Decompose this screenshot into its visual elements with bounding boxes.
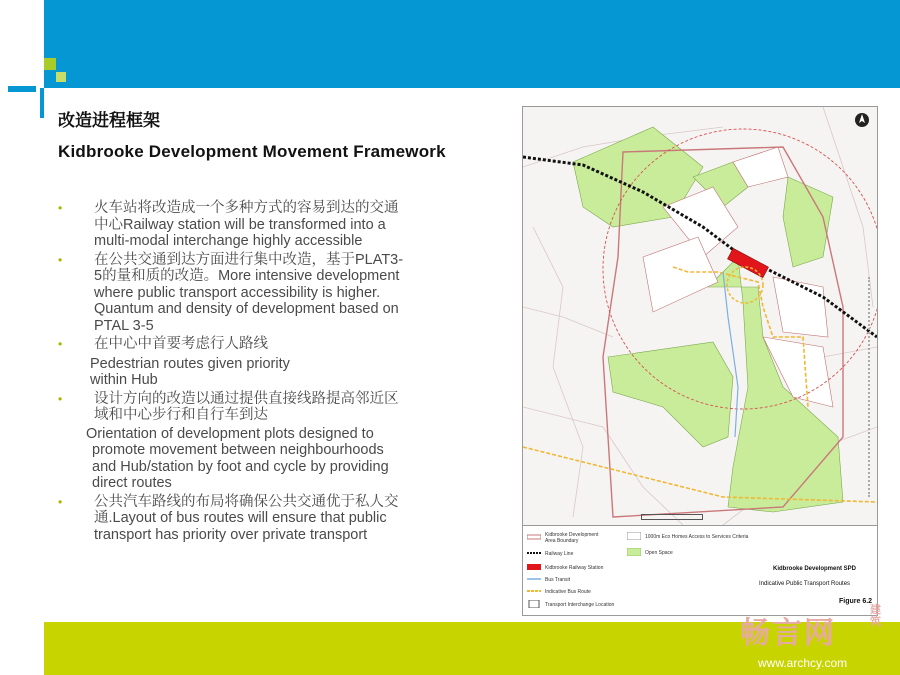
sub-text-line: and Hub/station by foot and cycle by providing [92, 458, 389, 475]
sub-text-line: promote movement between neighbourhoods [92, 442, 384, 458]
bullet-item [58, 391, 478, 424]
scale-bar [641, 514, 703, 520]
corner-accent-square-small [56, 72, 66, 82]
bullet-line: 中心Railway station will be transformed into a [94, 216, 386, 233]
bullet-line: 5的量和质的改造。More intensive development [94, 268, 400, 284]
legend-railway-station-label: Kidbrooke Railway Station [545, 565, 604, 571]
bullet-line: 通.Layout of bus routes will ensure that public [94, 510, 387, 526]
legend-interchange-label: Transport Interchange Location [545, 602, 615, 608]
legend-eco-homes-label: 1000m Eco Homes Access to Services Criteria [645, 534, 749, 540]
watermark-brand: 畅言网 [740, 617, 836, 650]
bullet-line: PTAL 3-5 [94, 317, 154, 334]
bullet-item [58, 494, 478, 544]
legend-open-space-label: Open Space [645, 550, 673, 556]
legend-bus-route-label: Indicative Bus Route [545, 589, 591, 595]
copyright-note [527, 504, 627, 508]
corner-accent-vertical [40, 88, 44, 118]
corner-accent-square [44, 58, 56, 70]
legend-bus-transit-label: Bus Transit [545, 577, 571, 583]
bullet-dot-icon: • [58, 494, 63, 509]
transport-map [523, 107, 877, 525]
sub-text-line: Pedestrian routes given priority [90, 355, 290, 372]
sub-text-line: Orientation of development plots designed to [86, 425, 374, 442]
transport-map-figure [522, 106, 878, 616]
sub-text-line: direct routes [92, 475, 172, 491]
bullet-item [58, 200, 478, 250]
header-band [0, 0, 900, 88]
bullet-line: transport has priority over private transport [94, 526, 368, 543]
bullet-line: 公共汽车路线的布局将确保公共交通优于私人交 [94, 493, 399, 510]
bullet-line: multi-modal interchange highly accessible [94, 233, 363, 249]
eco-homes-legend-icon [627, 532, 641, 540]
railway-station-legend-icon [527, 564, 541, 570]
bullet-line: 在公共交通到达方面进行集中改造，基于PLAT3- [94, 251, 404, 268]
bullet-dot-icon: • [58, 201, 63, 215]
header-left-margin [0, 0, 44, 88]
bullet-dot-icon: • [58, 337, 63, 351]
bus-transit-legend-icon [527, 576, 541, 582]
slide-title-chinese: 改造进程框架 [58, 111, 160, 130]
sub-text [58, 356, 478, 389]
watermark-url: www.archcy.com [758, 656, 848, 670]
bullet-line: 在中心中首要考虑行人路线 [94, 336, 268, 352]
bullet-line: Quantum and density of development based on [94, 301, 399, 317]
bullet-list [58, 200, 478, 543]
boundary-legend-icon [527, 534, 541, 540]
figure-number: Figure 6.2 [839, 598, 873, 605]
bullet-line: where public transport accessibility is higher. [94, 284, 381, 301]
corner-accent-horizontal [8, 86, 36, 92]
bullet-line: 火车站将改造成一个多种方式的容易到达的交通 [94, 200, 399, 216]
bullet-line: 设计方向的改造以通过提供直接线路提高邻近区 [94, 390, 399, 407]
map-side-note [868, 277, 874, 497]
bullet-item [58, 252, 478, 335]
footer-left-margin [0, 622, 44, 675]
sub-text [58, 426, 478, 492]
interchange-legend-icon [527, 600, 541, 608]
bus-route-legend-icon [527, 588, 541, 594]
legend-boundary-label: Kidbrooke Development Area Boundary [545, 532, 599, 544]
map-title: Kidbrooke Development SPD [773, 566, 857, 572]
bullet-dot-icon: • [58, 252, 63, 267]
map-legend [523, 525, 877, 616]
map-subtitle: Indicative Public Transport Routes [759, 581, 851, 587]
watermark-tag: 建筑 [870, 604, 881, 628]
bullet-dot-icon: • [58, 391, 63, 406]
bullet-item [58, 336, 478, 353]
open-space-legend-icon [627, 548, 641, 556]
sub-text-line: within Hub [90, 372, 158, 388]
railway-line-legend-icon [527, 550, 541, 556]
bullet-line: 域和中心步行和自行车到达 [94, 407, 268, 423]
slide-title-english: Kidbrooke Development Movement Framework [58, 142, 446, 161]
north-arrow-icon [853, 111, 871, 129]
legend-railway-line-label: Railway Line [545, 551, 574, 557]
